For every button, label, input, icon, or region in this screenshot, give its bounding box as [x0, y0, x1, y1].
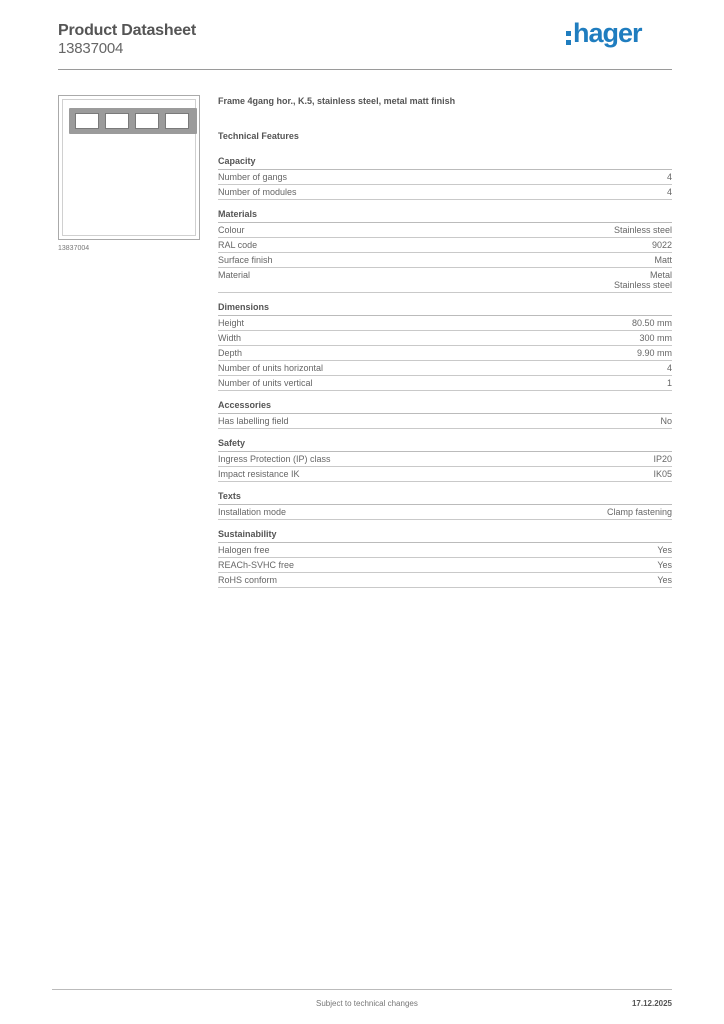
page-title: Product Datasheet: [58, 22, 196, 39]
feature-value: IP20: [653, 454, 672, 464]
feature-value: 4: [666, 187, 672, 197]
feature-row: [218, 361, 672, 376]
section-safety: [218, 438, 672, 482]
feature-label: Halogen free: [218, 545, 270, 555]
feature-row: [218, 346, 672, 361]
page-footer: [52, 989, 672, 1008]
feature-label: Number of units vertical: [218, 378, 313, 388]
feature-label: Has labelling field: [218, 416, 289, 426]
section-accessories: [218, 400, 672, 429]
feature-value: 9022: [651, 240, 672, 250]
feature-row: [218, 331, 672, 346]
product-code: 13837004: [58, 40, 124, 57]
feature-row: [218, 268, 672, 293]
section-dimensions: [218, 302, 672, 391]
feature-label: REACh-SVHC free: [218, 560, 295, 570]
feature-value: 4: [666, 363, 672, 373]
logo-text: hager: [573, 18, 642, 48]
frame-4gang-illustration: [69, 108, 197, 134]
section-title: Texts: [218, 491, 672, 505]
feature-row: [218, 376, 672, 391]
feature-row: [218, 238, 672, 253]
section-texts: [218, 491, 672, 520]
feature-value: 1: [666, 378, 672, 388]
feature-value: 300 mm: [639, 333, 672, 343]
frame-opening: [105, 113, 129, 129]
feature-label: Number of gangs: [218, 172, 288, 182]
feature-label: Installation mode: [218, 507, 287, 517]
feature-row: [218, 223, 672, 238]
feature-value: Yes: [657, 545, 672, 555]
feature-value: Yes: [657, 560, 672, 570]
feature-row: [218, 467, 672, 482]
section-title: Sustainability: [218, 529, 672, 543]
hager-logo: [566, 18, 656, 52]
feature-label: Width: [218, 333, 242, 343]
feature-row: [218, 558, 672, 573]
section-title: Materials: [218, 209, 672, 223]
frame-opening: [135, 113, 159, 129]
section-title: Safety: [218, 438, 672, 452]
feature-label: Depth: [218, 348, 243, 358]
technical-features-heading: Technical Features: [218, 131, 299, 141]
section-sustainability: [218, 529, 672, 588]
feature-label: Number of units horizontal: [218, 363, 324, 373]
feature-value: IK05: [653, 469, 672, 479]
feature-sections: [218, 156, 672, 588]
feature-row: [218, 170, 672, 185]
frame-opening: [165, 113, 189, 129]
feature-label: Height: [218, 318, 245, 328]
footer-date: 17.12.2025: [631, 999, 672, 1008]
feature-row: [218, 414, 672, 429]
section-title: Capacity: [218, 156, 672, 170]
page-header: [58, 18, 672, 70]
feature-value: Matt: [654, 255, 672, 265]
feature-label: RAL code: [218, 240, 258, 250]
section-capacity: [218, 156, 672, 200]
feature-row: [218, 543, 672, 558]
feature-row: [218, 452, 672, 467]
product-description: Frame 4gang hor., K.5, stainless steel, metal matt finish: [218, 96, 456, 106]
feature-row: [218, 253, 672, 268]
product-image: [58, 95, 200, 240]
frame-opening: [75, 113, 99, 129]
logo-colon-icon: [566, 31, 571, 49]
feature-label: Number of modules: [218, 187, 297, 197]
feature-value: 4: [666, 172, 672, 182]
feature-row: [218, 505, 672, 520]
footer-note: Subject to technical changes: [316, 999, 418, 1008]
section-materials: [218, 209, 672, 293]
feature-label: RoHS conform: [218, 575, 278, 585]
feature-row: [218, 573, 672, 588]
feature-value: Clamp fastening: [606, 507, 672, 517]
feature-label: Ingress Protection (IP) class: [218, 454, 331, 464]
feature-row: [218, 316, 672, 331]
feature-value: Yes: [657, 575, 672, 585]
feature-label: Colour: [218, 225, 245, 235]
section-title: Accessories: [218, 400, 672, 414]
datasheet-content: [218, 96, 672, 588]
feature-label: Impact resistance IK: [218, 469, 300, 479]
feature-row: [218, 185, 672, 200]
feature-value: No: [660, 416, 672, 426]
feature-value: 80.50 mm: [631, 318, 672, 328]
feature-label: Surface finish: [218, 255, 273, 265]
feature-label: Material: [218, 270, 251, 280]
section-title: Dimensions: [218, 302, 672, 316]
feature-value: Metal Stainless steel: [613, 270, 672, 290]
feature-value: 9.90 mm: [636, 348, 672, 358]
feature-value: Stainless steel: [613, 225, 672, 235]
image-caption: 13837004: [58, 245, 90, 252]
